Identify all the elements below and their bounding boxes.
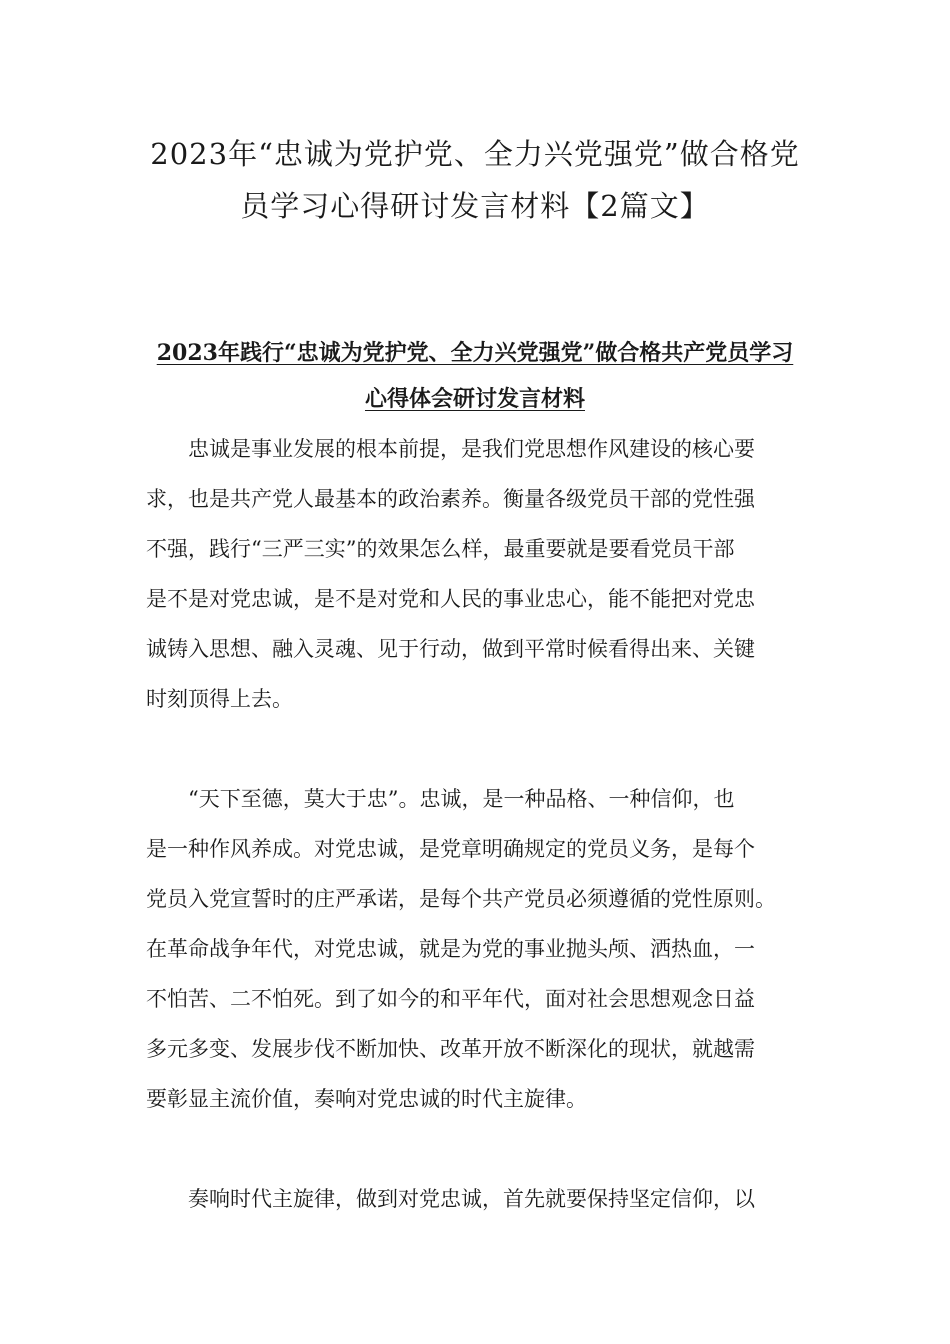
paragraph-line: 忠诚是事业发展的根本前提，是我们党思想作风建设的核心要 <box>146 437 755 461</box>
article-title-line <box>120 330 830 376</box>
paragraph-line: 求，也是共产党人最基本的政治素养。衡量各级党员干部的党性强 <box>146 487 755 511</box>
article-title-text: 心得体会研讨发言材料 <box>364 386 585 412</box>
article-title-text: 2023年践行“忠诚为党护党、全力兴党强党”做合格共产党员学习 <box>156 340 794 366</box>
document-title-line: 2023年“忠诚为党护党、全力兴党强党”做合格党 <box>150 137 800 171</box>
paragraph-line: 多元多变、发展步伐不断加快、改革开放不断深化的现状，就越需 <box>146 1037 755 1061</box>
paragraph-line: 是一种作风养成。对党忠诚，是党章明确规定的党员义务，是每个 <box>146 837 755 861</box>
paragraph-line: 党员入党宣誓时的庄严承诺，是每个共产党员必须遵循的党性原则。 <box>146 887 776 911</box>
paragraph-line: 是不是对党忠诚，是不是对党和人民的事业忠心，能不能把对党忠 <box>146 587 755 611</box>
paragraph-3 <box>146 1174 826 1224</box>
paragraph-2 <box>146 774 826 1124</box>
paragraph-1 <box>146 424 826 724</box>
paragraph-line: 诚铸入思想、融入灵魂、见于行动，做到平常时候看得出来、关键 <box>146 637 755 661</box>
paragraph-line: “天下至德，莫大于忠”。忠诚，是一种品格、一种信仰，也 <box>146 787 735 811</box>
paragraph-line: 要彰显主流价值，奏响对党忠诚的时代主旋律。 <box>146 1087 587 1111</box>
paragraph-line: 不怕苦、二不怕死。到了如今的和平年代，面对社会思想观念日益 <box>146 987 755 1011</box>
article-title <box>120 330 830 422</box>
document-title-line: 员学习心得研讨发言材料【2篇文】 <box>240 189 710 223</box>
paragraph-line: 不强，践行“三严三实”的效果怎么样，最重要就是要看党员干部 <box>146 537 735 561</box>
paragraph-line: 时刻顶得上去。 <box>146 687 293 711</box>
paragraph-line: 奏响时代主旋律，做到对党忠诚，首先就要保持坚定信仰，以 <box>146 1187 755 1211</box>
article-title-line <box>120 376 830 422</box>
document-title <box>120 128 830 232</box>
paragraph-line: 在革命战争年代，对党忠诚，就是为党的事业抛头颅、洒热血，一 <box>146 937 755 961</box>
